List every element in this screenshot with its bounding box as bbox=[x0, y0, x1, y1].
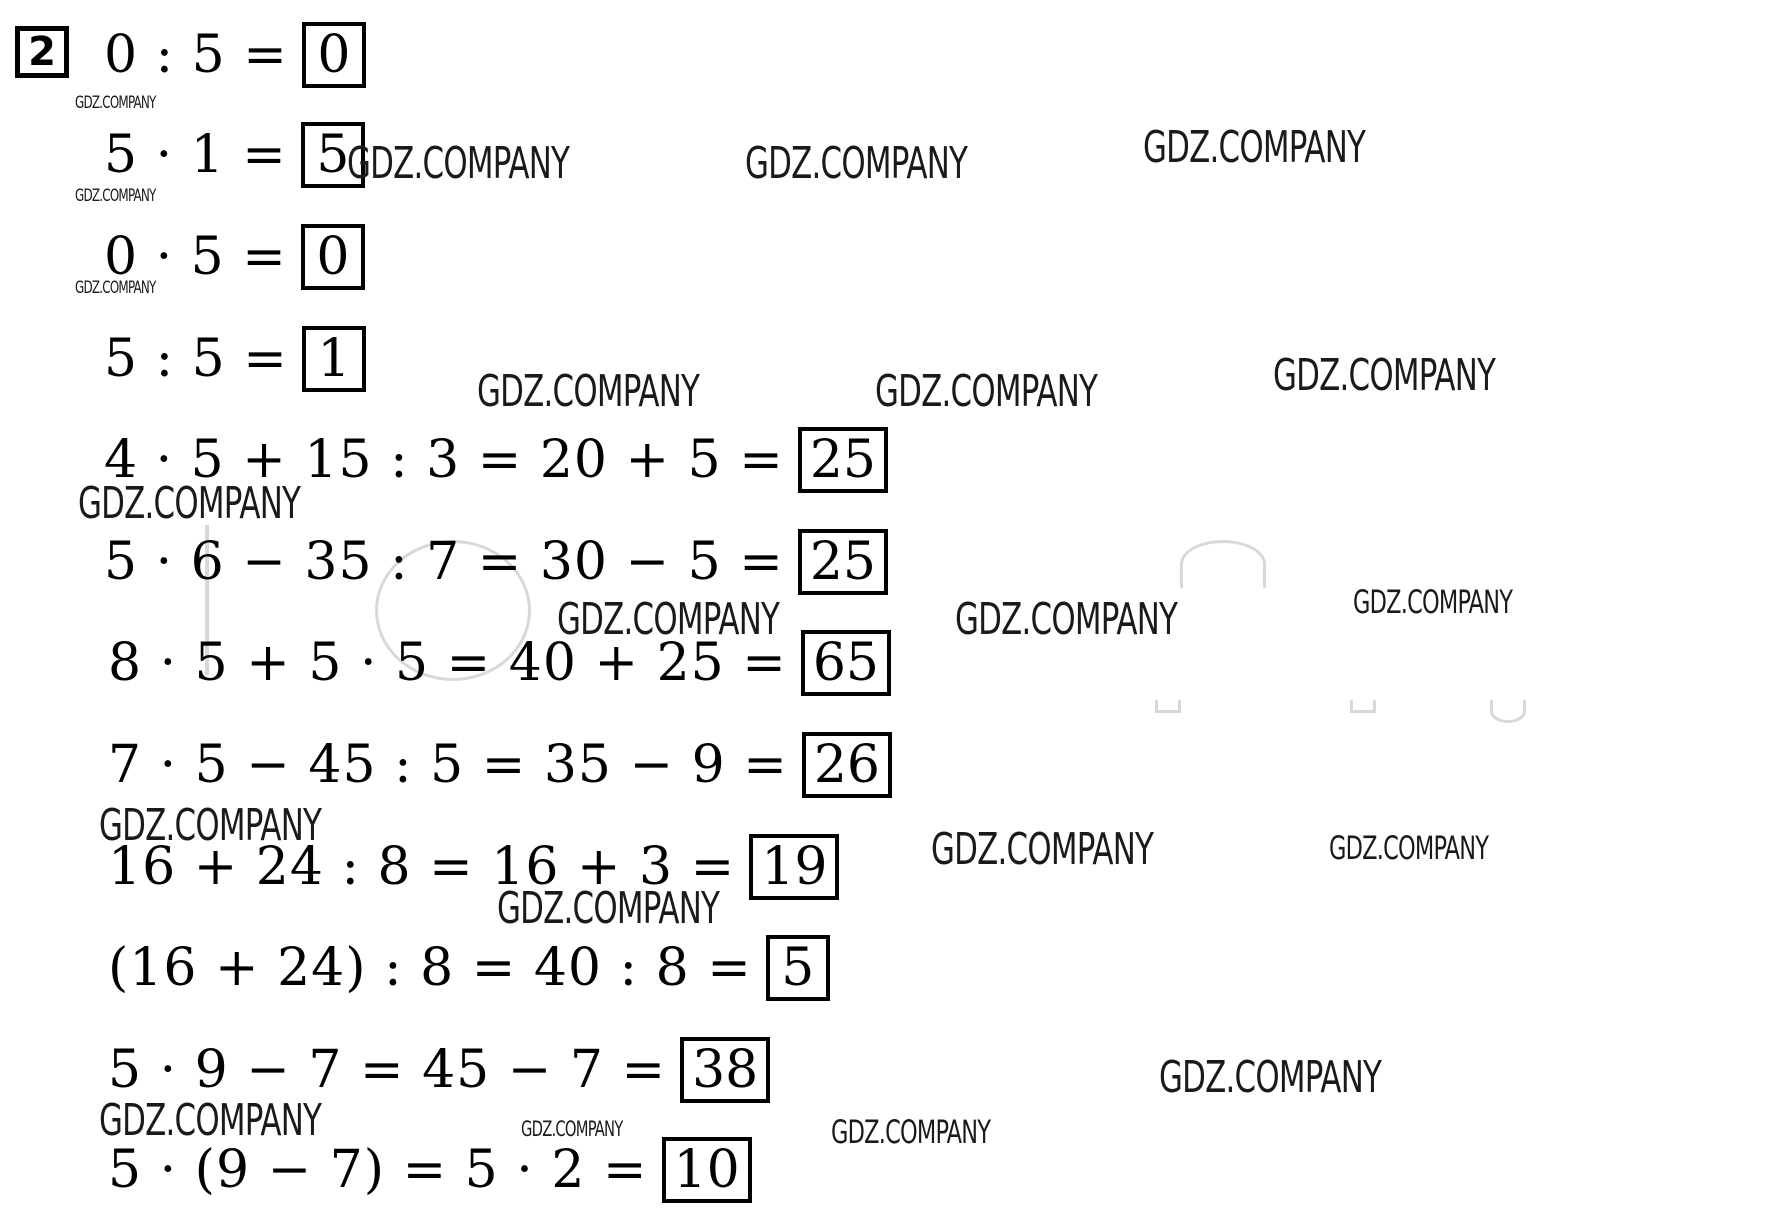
equation-row bbox=[108, 628, 891, 698]
ghost-logo-mark bbox=[1350, 700, 1376, 713]
equation-row bbox=[108, 1035, 770, 1105]
equation-row bbox=[108, 730, 892, 800]
watermark: GDZ.COMPANY bbox=[75, 93, 156, 113]
answer-box: 5 bbox=[766, 935, 830, 1001]
equation-expression: 5 · (9 − 7) = 5 · 2 = bbox=[108, 1140, 648, 1200]
equation-expression: 5 : 5 = bbox=[104, 329, 288, 389]
equation-row bbox=[104, 527, 888, 597]
answer-box: 5 bbox=[301, 122, 365, 188]
ghost-logo-mark bbox=[1490, 700, 1526, 723]
watermark: GDZ.COMPANY bbox=[497, 883, 720, 934]
watermark: GDZ.COMPANY bbox=[931, 824, 1154, 875]
equation-row bbox=[104, 120, 365, 190]
watermark: GDZ.COMPANY bbox=[75, 186, 156, 206]
ghost-logo-mark bbox=[1180, 540, 1266, 588]
watermark: GDZ.COMPANY bbox=[1353, 583, 1513, 621]
answer-box: 1 bbox=[302, 326, 366, 392]
answer-box: 26 bbox=[802, 732, 892, 798]
equation-expression: 5 · 1 = bbox=[104, 125, 287, 185]
watermark: GDZ.COMPANY bbox=[99, 1095, 322, 1146]
equation-row bbox=[104, 222, 365, 292]
equation-row bbox=[104, 425, 888, 495]
watermark: GDZ.COMPANY bbox=[875, 366, 1098, 417]
answer-box: 65 bbox=[801, 630, 891, 696]
watermark: GDZ.COMPANY bbox=[955, 594, 1178, 645]
watermark: GDZ.COMPANY bbox=[521, 1117, 623, 1141]
equation-row bbox=[104, 20, 366, 90]
equation-row bbox=[108, 933, 830, 1003]
watermark: GDZ.COMPANY bbox=[78, 478, 301, 529]
equation-expression: 5 · 9 − 7 = 45 − 7 = bbox=[108, 1040, 667, 1100]
answer-box: 25 bbox=[798, 427, 888, 493]
watermark: GDZ.COMPANY bbox=[99, 800, 322, 851]
watermark: GDZ.COMPANY bbox=[347, 138, 570, 189]
answer-box: 0 bbox=[302, 22, 366, 88]
watermark: GDZ.COMPANY bbox=[75, 278, 156, 298]
equation-expression: 16 + 24 : 8 = 16 + 3 = bbox=[108, 837, 736, 897]
watermark: GDZ.COMPANY bbox=[557, 594, 780, 645]
answer-box: 19 bbox=[749, 834, 839, 900]
watermark: GDZ.COMPANY bbox=[1329, 829, 1489, 867]
watermark: GDZ.COMPANY bbox=[477, 366, 700, 417]
ghost-logo-mark bbox=[1155, 700, 1181, 713]
task-number-badge: 2 bbox=[15, 26, 69, 78]
answer-box: 10 bbox=[662, 1137, 752, 1203]
equation-expression: 8 · 5 + 5 · 5 = 40 + 25 = bbox=[108, 633, 787, 693]
answer-box: 25 bbox=[798, 529, 888, 595]
answer-box: 38 bbox=[680, 1037, 770, 1103]
watermark: GDZ.COMPANY bbox=[831, 1113, 991, 1151]
equation-expression: 5 · 6 − 35 : 7 = 30 − 5 = bbox=[104, 532, 784, 592]
equation-row bbox=[104, 324, 366, 394]
equation-expression: 7 · 5 − 45 : 5 = 35 − 9 = bbox=[108, 735, 788, 795]
answer-box: 0 bbox=[301, 224, 365, 290]
equation-row bbox=[108, 832, 839, 902]
equation-expression: 4 · 5 + 15 : 3 = 20 + 5 = bbox=[104, 430, 784, 490]
watermark: GDZ.COMPANY bbox=[1159, 1052, 1382, 1103]
equation-expression: 0 : 5 = bbox=[104, 25, 288, 85]
watermark: GDZ.COMPANY bbox=[1143, 122, 1366, 173]
watermark: GDZ.COMPANY bbox=[1273, 350, 1496, 401]
watermark: GDZ.COMPANY bbox=[745, 138, 968, 189]
equation-expression: 0 · 5 = bbox=[104, 227, 287, 287]
equation-row bbox=[108, 1135, 752, 1205]
equation-expression: (16 + 24) : 8 = 40 : 8 = bbox=[108, 938, 752, 998]
